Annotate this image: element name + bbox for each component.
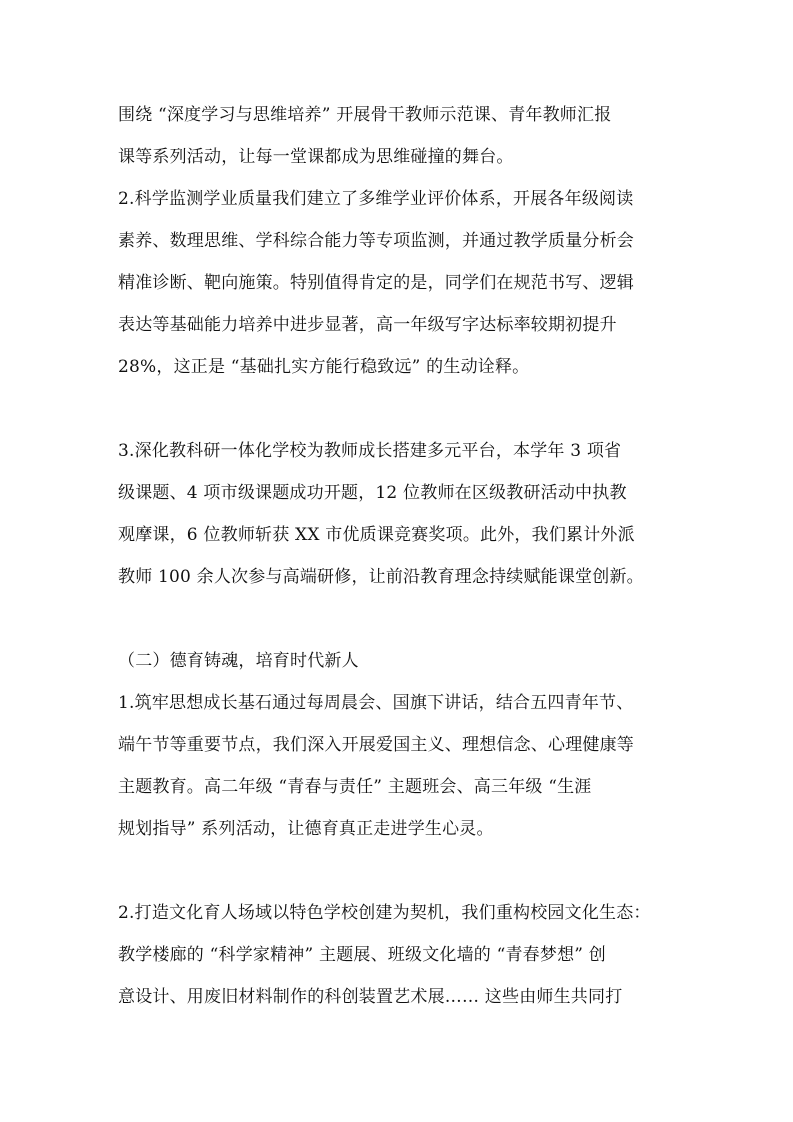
text-line: 级课题、4 项市级课题成功开题，12 位教师在区级教研活动中执教 [118,483,627,503]
text-line: 教学楼廊的 “科学家精神” 主题展、班级文化墙的 “青春梦想” 创 [118,945,606,965]
text-line: 精准诊断、靶向施策。特别值得肯定的是，同学们在规范书写、逻辑 [118,273,634,293]
section-heading: （二）德育铸魂，培育时代新人 [118,651,359,671]
text-line: 观摩课，6 位教师斩获 XX 市优质课竞赛奖项。此外，我们累计外派 [118,525,635,545]
text-line: 素养、数理思维、学科综合能力等专项监测，并通过教学质量分析会 [118,231,634,251]
text-line: 围绕 “深度学习与思维培养” 开展骨干教师示范课、青年教师汇报 [118,105,612,125]
text-line: 端午节等重要节点，我们深入开展爱国主义、理想信念、心理健康等 [118,735,634,755]
text-line: 意设计、用废旧材料制作的科创装置艺术展…… 这些由师生共同打 [118,987,623,1007]
text-line: 2.科学监测学业质量我们建立了多维学业评价体系，开展各年级阅读 [118,189,634,209]
text-line: 规划指导” 系列活动，让德育真正走进学生心灵。 [118,819,494,839]
text-line: 主题教育。高二年级 “青春与责任” 主题班会、高三年级 “生涯 [118,777,592,797]
text-line: 1.筑牢思想成长基石通过每周晨会、国旗下讲话，结合五四青年节、 [118,693,634,713]
text-line: 课等系列活动，让每一堂课都成为思维碰撞的舞台。 [118,147,514,167]
text-line: 3.深化教科研一体化学校为教师成长搭建多元平台，本学年 3 项省 [118,441,622,461]
text-line: 教师 100 余人次参与高端研修，让前沿教育理念持续赋能课堂创新。 [118,567,644,587]
text-line: 2.打造文化育人场域以特色学校创建为契机，我们重构校园文化生态： [118,903,651,923]
text-line: 表达等基础能力培养中进步显著，高一年级写字达标率较期初提升 [118,315,617,335]
text-line: 28%，这正是 “基础扎实方能行稳致远” 的生动诠释。 [118,357,530,377]
